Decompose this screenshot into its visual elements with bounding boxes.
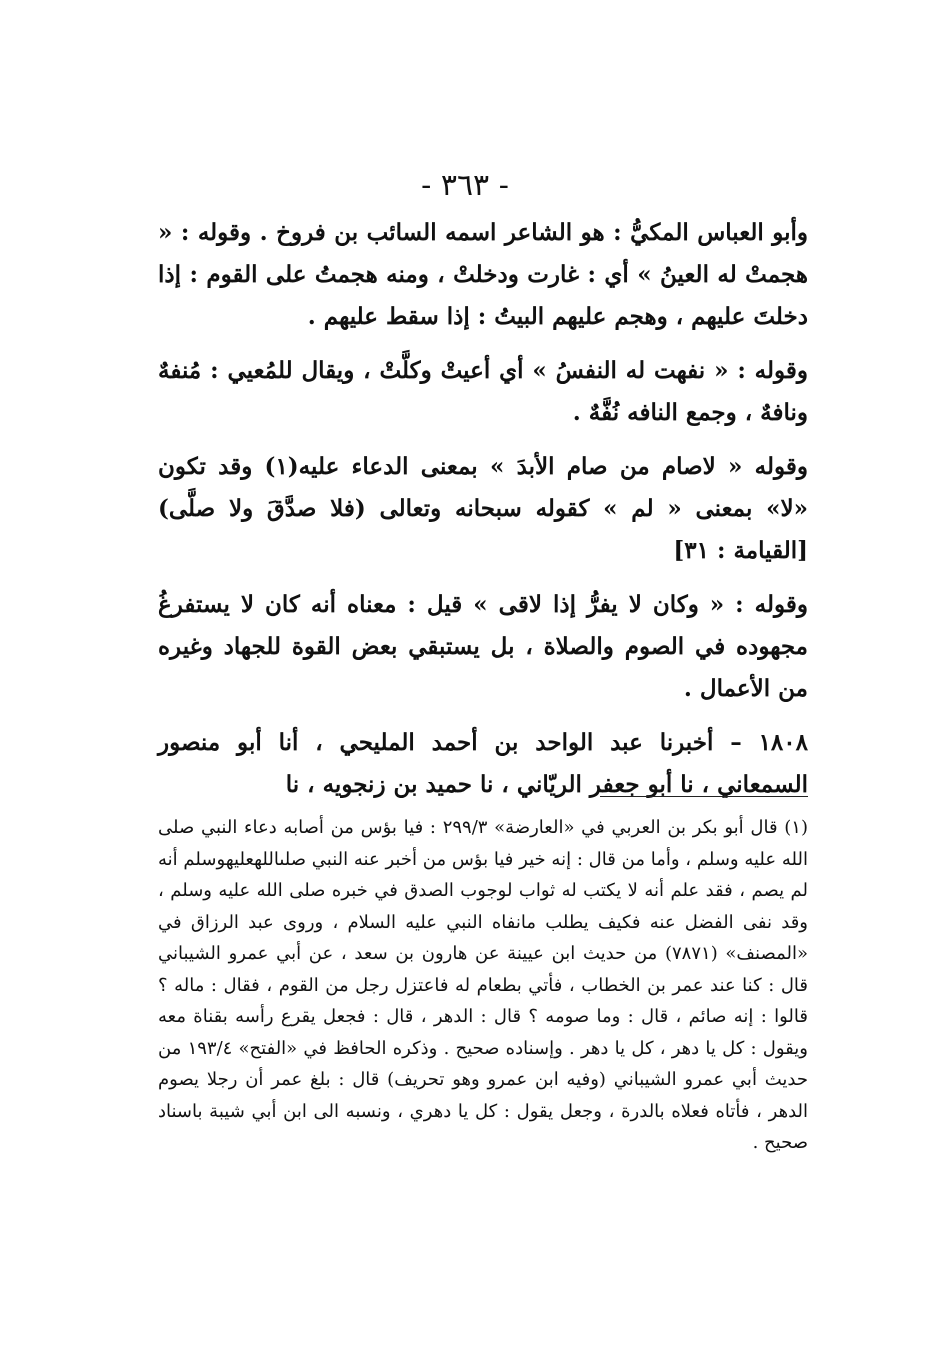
paragraph-1: وأبو العباس المكيُّ : هو الشاعر اسمه السائب بن فروخ . وقوله : « هجمتْ له العينُ » أي : غارت ودخلتْ ، ومنه هجمتُ على القوم : إذا دخلتَ عليهم ، وهجم عليهم البيتُ : إذا سقط عليهم .	[158, 219, 808, 330]
paragraph-4: وقوله : « وكان لا يفرُّ إذا لاقى » قيل : معناه أنه كان لا يستفرغُ مجهوده في الصوم والصلاة ، بل يستبقي بعض القوة للجهاد وغيره من الأعمال .	[158, 591, 808, 702]
paragraph-3: وقوله « لاصام من صام الأبدَ » بمعنى الدعاء عليه(١) وقد تكون «لا» بمعنى « لم » كقوله سبحانه وتعالى (فلا صدَّقَ ولا صلَّى) [القيامة : ٣١]	[158, 453, 808, 564]
footnote	[158, 812, 808, 1159]
paragraph-5: ١٨٠٨ – أخبرنا عبد الواحد بن أحمد المليحي ، أنا أبو منصور السمعاني ، نا أبو جعفر الريّاني ، نا حميد بن زنجويه ، نا	[158, 729, 808, 798]
footnote-text: (١) قال أبو بكر بن العربي في «العارضة» ٢٩٩/٣ : فيا بؤس من أصابه دعاء النبي صلى الله عليه وسلم ، وأما من قال : إنه خير فيا بؤس من أخبر عنه النبي صلىاللهعليهوسلم أنه لم يصم ، فقد علم أنه لا يكتب له ثواب لوجوب الصدق في خبره صلى الله عليه وسلم ، وقد نفى الفضل عنه فكيف يطلب مانفاه النبي عليه السلام ، وروى عبد الرزاق في «المصنف» (٧٨٧١) من حديث ابن عيينة عن هارون بن سعد ، عن أبي عمرو الشيباني قال : كنا عند عمر بن الخطاب ، فأتي بطعام له فاعتزل رجل من القوم ، فقال : ماله ؟ قالوا : إنه صائم ، قال : وما صومه ؟ قال : الدهر ، قال : فجعل يقرع رأسه بقناة معه ويقول : كل يا دهر ، كل يا دهر . وإسناده صحيح . وذكره الحافظ في «الفتح» ١٩٣/٤ من حديث أبي عمرو الشيباني (وفيه ابن عمرو وهو تحريف) قال : بلغ عمر أن رجلا يصوم الدهر ، فأتاه فعلاه بالدرة ، وجعل يقول : كل يا دهري ، ونسبه الى ابن أبي شيبة باسناد صحيح .	[158, 817, 809, 1153]
main-text	[158, 212, 808, 818]
paragraph-2: وقوله : « نفهت له النفسُ » أي أعيتْ وكلَّتْ ، ويقال للمُعيي : مُنفهٌ ونافهٌ ، وجمع النافه نُفَّهٌ .	[158, 357, 808, 426]
page-number: - ٣٦٣ -	[421, 168, 509, 203]
footnote-divider	[600, 796, 808, 797]
